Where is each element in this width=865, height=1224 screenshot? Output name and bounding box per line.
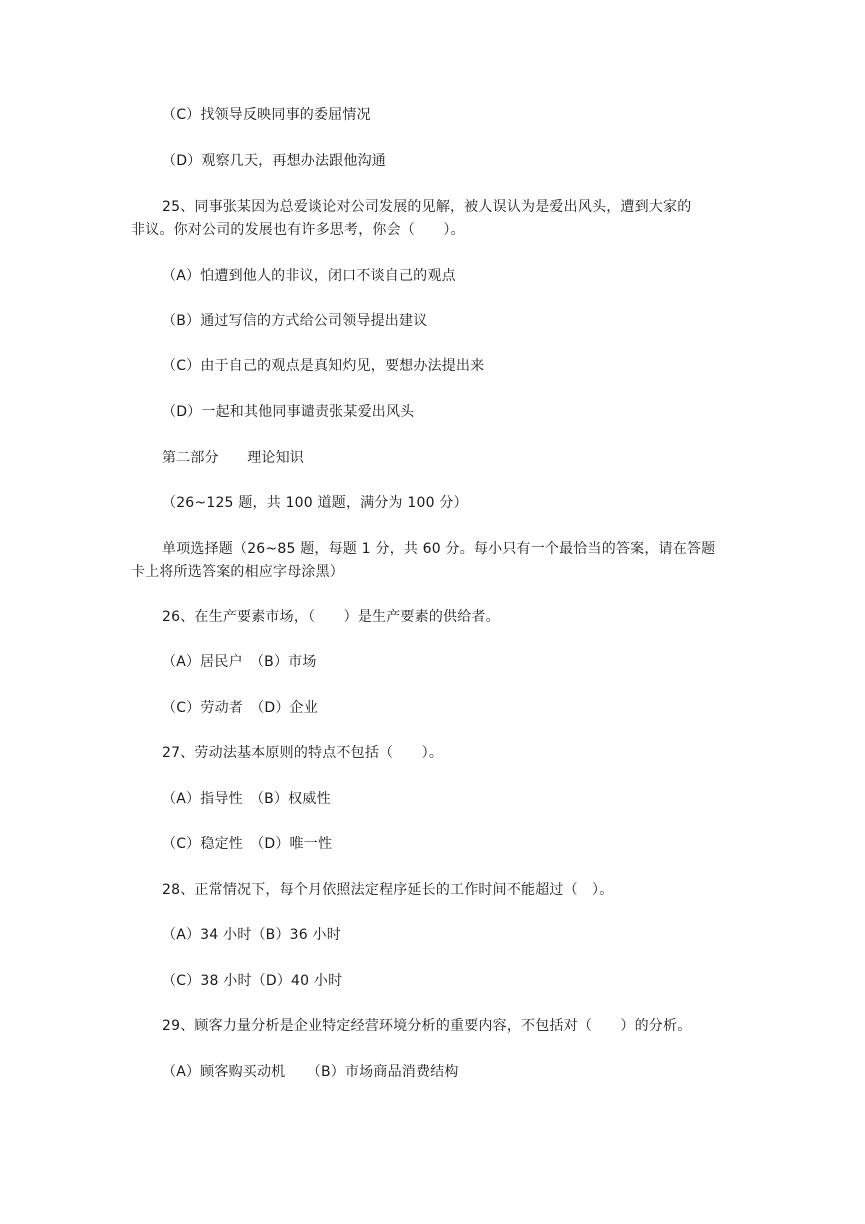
- part-two-heading: 第二部分 理论知识: [162, 450, 304, 466]
- option-d-prev: （D）观察几天，再想办法跟他沟通: [162, 153, 386, 169]
- part-two-note: （26~125 题，共 100 道题，满分为 100 分）: [162, 495, 468, 511]
- question-25-option-b: （B）通过写信的方式给公司领导提出建议: [162, 313, 428, 329]
- question-28: 28、正常情况下，每个月依照法定程序延长的工作时间不能超过（ ）。: [162, 882, 614, 898]
- question-27: 27、劳动法基本原则的特点不包括（ ）。: [162, 745, 444, 761]
- question-26: 26、在生产要素市场，（ ）是生产要素的供给者。: [162, 609, 500, 625]
- section-instructions-line-2: 卡上将所选答案的相应字母涂黑）: [131, 564, 344, 580]
- question-26-options-cd: （C）劳动者 （D）企业: [162, 700, 318, 716]
- question-28-options-ab: （A）34 小时（B）36 小时: [162, 927, 341, 943]
- question-27-options-ab: （A）指导性 （B）权威性: [162, 791, 331, 807]
- question-26-options-ab: （A）居民户 （B）市场: [162, 654, 317, 670]
- question-25-line-2: 非议。你对公司的发展也有许多思考，你会（ ）。: [131, 222, 465, 238]
- section-instructions-line-1: 单项选择题（26~85 题，每题 1 分，共 60 分。每小只有一个最恰当的答案，请在答题: [162, 541, 716, 557]
- question-29: 29、顾客力量分析是企业特定经营环境分析的重要内容，不包括对（ ）的分析。: [162, 1018, 692, 1034]
- question-29-options-ab: （A）顾客购买动机 （B）市场商品消费结构: [162, 1064, 459, 1080]
- option-c-prev: （C）找领导反映同事的委屈情况: [162, 107, 371, 123]
- question-28-options-cd: （C）38 小时（D）40 小时: [162, 973, 343, 989]
- question-25-option-c: （C）由于自己的观点是真知灼见，要想办法提出来: [162, 358, 485, 374]
- question-25-option-d: （D）一起和其他同事谴责张某爱出风头: [162, 404, 415, 420]
- question-25-line-1: 25、同事张某因为总爱谈论对公司发展的见解，被人误认为是爱出风头，遭到大家的: [162, 199, 692, 215]
- question-25-option-a: （A）怕遭到他人的非议，闭口不谈自己的观点: [162, 268, 456, 284]
- question-27-options-cd: （C）稳定性 （D）唯一性: [162, 836, 333, 852]
